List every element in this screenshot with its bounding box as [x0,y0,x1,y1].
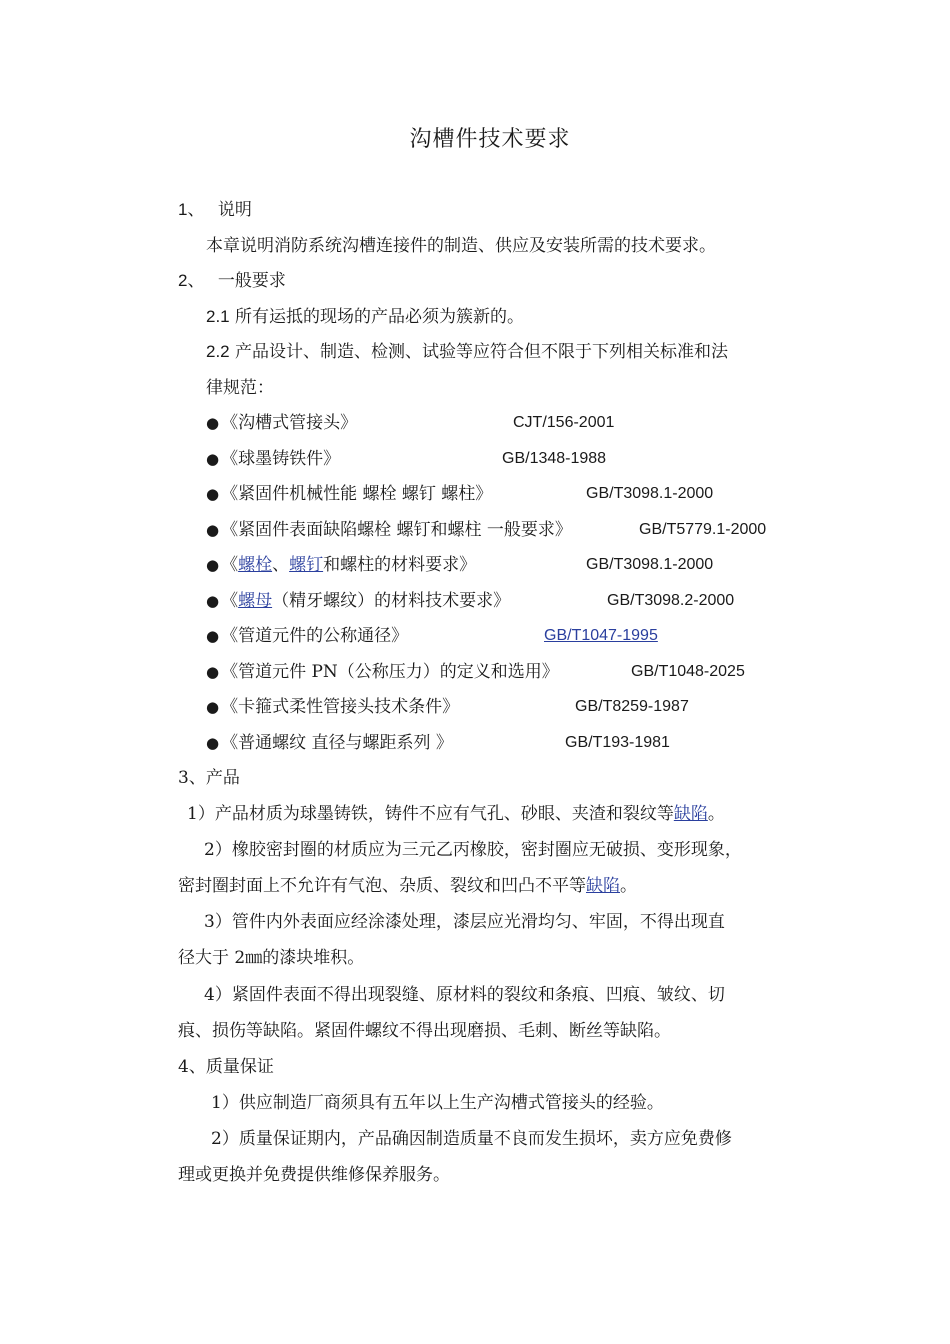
standard-code: GB/T5779.1-2000 [639,521,767,538]
bullet-icon: ● [206,414,220,432]
standard-item [206,731,453,755]
standard-name: 《球墨铸铁件》 [221,449,341,469]
standard-name-suffix: 和螺柱的材料要求》 [323,555,477,575]
product-item-2: 2）橡胶密封圈的材质应为三元乙丙橡胶，密封圈应无破损、变形现象， [204,840,742,860]
standard-code: GB/T1048-2025 [631,663,745,680]
bullet-icon: ● [206,734,220,752]
bullet-icon: ● [206,450,220,468]
standard-name: 《沟槽式管接头》 [221,413,358,433]
product-item-1 [187,802,725,826]
product-item-1-text: 1）产品材质为球墨铸铁，铸件不应有气孔、砂眼、夹渣和裂纹等 [187,804,674,824]
nut-link[interactable]: 螺母 [238,591,273,611]
product-item-2-text: 密封圈封面上不允许有气泡、杂质、裂纹和凹凸不平等 [178,876,586,896]
section-1-title: 说明 [217,200,252,220]
quality-item-1: 1）供应制造厂商须具有五年以上生产沟槽式管接头的经验。 [211,1093,664,1113]
quality-item-2: 2）质量保证期内，产品确因制造质量不良而发生损坏，卖方应免费修 [211,1129,732,1149]
product-item-3-continued: 径大于 2㎜的漆块堆积。 [178,948,365,968]
bullet-icon: ● [206,627,220,645]
bullet-icon: ● [206,663,220,681]
standard-name: 《紧固件表面缺陷螺栓 螺钉和螺柱 一般要求》 [221,520,572,540]
clause-2-1 [206,305,524,329]
standard-item [206,447,340,471]
clause-2-1-number: 2.1 [206,307,230,326]
standard-code: GB/1348-1988 [502,450,607,467]
standard-item [206,553,476,577]
clause-2-2-number: 2.2 [206,342,230,361]
section-1-number: 1、 [178,200,205,219]
standard-name: 《管道元件 PN（公称压力）的定义和选用》 [221,662,559,682]
standard-name: 《普通螺纹 直径与螺距系列 》 [221,733,453,753]
standard-item [206,411,357,435]
defect-link[interactable]: 缺陷 [673,804,708,824]
standard-name-suffix: （精牙螺纹）的材料技术要求》 [272,591,511,611]
section-2-title: 一般要求 [217,271,286,291]
product-item-2-continued [178,874,637,898]
document-title: 沟槽件技术要求 [409,127,571,152]
standard-item [206,695,459,719]
standard-code-link[interactable]: GB/T1047-1995 [544,627,658,644]
clause-2-2-text: 产品设计、制造、检测、试验等应符合但不限于下列相关标准和法 [235,342,729,362]
clause-2-2-continued: 律规范： [206,378,274,398]
standard-code: GB/T193-1981 [565,734,670,751]
standard-code: GB/T3098.1-2000 [586,556,714,573]
standard-name-prefix: 《 [221,555,239,575]
standard-item [206,660,559,684]
standard-code: CJT/156-2001 [513,414,615,431]
standard-name-prefix: 《 [221,591,239,611]
standard-name: 《卡箍式柔性管接头技术条件》 [221,697,460,717]
product-item-2-end: 。 [620,876,637,896]
standard-item [206,589,510,613]
standard-item [206,624,408,648]
section-4-heading: 4、质量保证 [178,1057,274,1077]
section-3-heading: 3、产品 [178,768,240,788]
section-2-number: 2、 [178,271,205,290]
clause-2-2 [206,340,728,364]
standard-item [206,482,492,506]
product-item-3: 3）管件内外表面应经涂漆处理，漆层应光滑均匀、牢固，不得出现直 [204,912,725,932]
standard-code: GB/T3098.1-2000 [586,485,714,502]
standard-name: 《管道元件的公称通径》 [221,626,409,646]
bullet-icon: ● [206,698,220,716]
section-1-paragraph: 本章说明消防系统沟槽连接件的制造、供应及安装所需的技术要求。 [206,236,716,256]
bullet-icon: ● [206,556,220,574]
product-item-1-end: 。 [707,804,725,824]
section-2-heading [178,269,286,293]
section-1-heading [178,198,252,222]
quality-item-2-continued: 理或更换并免费提供维修保养服务。 [178,1165,450,1185]
standard-code: GB/T3098.2-2000 [607,592,735,609]
standard-name: 《紧固件机械性能 螺栓 螺钉 螺柱》 [221,484,493,504]
bullet-icon: ● [206,521,220,539]
standard-code: GB/T8259-1987 [575,698,689,715]
standard-item [206,518,572,542]
bullet-icon: ● [206,592,220,610]
standard-name-separator: 、 [272,555,290,575]
bolt-link[interactable]: 螺栓 [238,555,273,575]
product-item-4-continued: 痕、损伤等缺陷。紧固件螺纹不得出现磨损、毛刺、断丝等缺陷。 [178,1021,671,1041]
screw-link[interactable]: 螺钉 [289,555,324,575]
defect-link[interactable]: 缺陷 [586,876,620,896]
bullet-icon: ● [206,485,220,503]
clause-2-1-text: 所有运抵的现场的产品必须为簇新的。 [235,307,525,327]
product-item-4: 4）紧固件表面不得出现裂缝、原材料的裂纹和条痕、凹痕、皱纹、切 [204,985,725,1005]
